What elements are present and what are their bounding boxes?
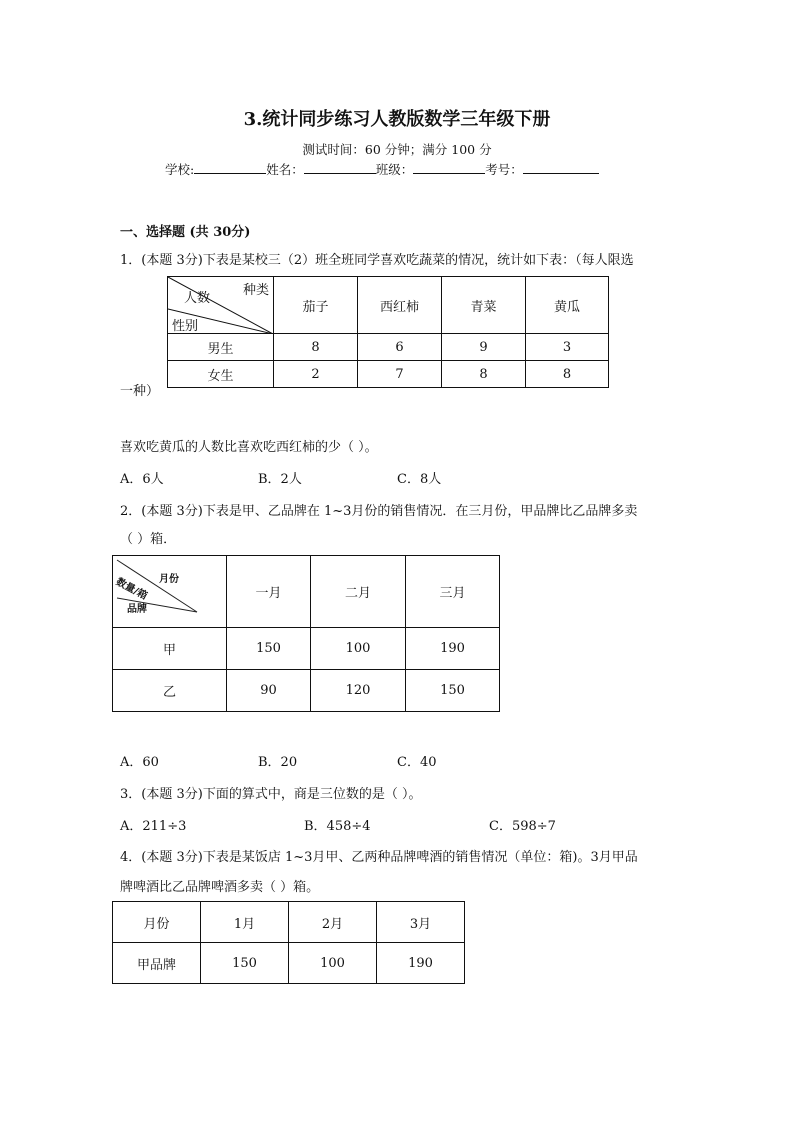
class-blank[interactable] (413, 161, 485, 174)
table-cell: 6 (358, 334, 442, 361)
corner-middle-label: 人数 (184, 291, 211, 306)
question-2-text: 2．(本题 3分)下表是甲、乙品牌在 1~3月份的销售情况．在三月份，甲品牌比乙品牌多卖 (120, 504, 638, 519)
table-cell: 100 (311, 628, 406, 670)
table-cell: 8 (526, 361, 609, 388)
table-cell: 8 (274, 334, 358, 361)
column-header: 黄瓜 (526, 277, 609, 334)
question-3-text: 3．(本题 3分)下面的算式中，商是三位数的是（ ）。 (120, 787, 422, 802)
row-label: 甲 (113, 628, 227, 670)
corner-bottom-label: 性别 (172, 319, 199, 334)
table-cell: 100 (289, 943, 377, 984)
column-header: 二月 (311, 556, 406, 628)
corner-top-label: 种类 (242, 283, 269, 298)
table-row (113, 628, 500, 670)
option-b[interactable]: B．20 (258, 755, 298, 770)
row-label: 乙 (113, 670, 227, 712)
column-header: 青菜 (442, 277, 526, 334)
table-cell: 120 (311, 670, 406, 712)
name-blank[interactable] (304, 161, 376, 174)
table-row (113, 943, 465, 984)
option-b[interactable]: B．2人 (258, 472, 302, 487)
option-c[interactable]: C．598÷7 (489, 819, 556, 834)
table-cell: 150 (406, 670, 500, 712)
table-cell: 190 (377, 943, 465, 984)
option-a[interactable]: A．60 (120, 755, 159, 770)
student-info-line (165, 160, 599, 178)
column-header: 2月 (289, 902, 377, 943)
test-info: 测试时间：60 分钟；满分 100 分 (302, 142, 492, 157)
column-header: 一月 (227, 556, 311, 628)
question-1-text-tail: 一种） (120, 384, 160, 399)
column-header: 西红柿 (358, 277, 442, 334)
option-a[interactable]: A．211÷3 (120, 819, 187, 834)
row-label: 女生 (168, 361, 274, 388)
option-a[interactable]: A．6人 (120, 472, 164, 487)
option-b[interactable]: B．458÷4 (304, 819, 371, 834)
table-corner-header (168, 277, 274, 334)
school-label: 学校: (165, 162, 195, 177)
corner-middle-label: 数量/箱 (113, 576, 149, 603)
table-cell: 3 (526, 334, 609, 361)
corner-top-label: 月份 (159, 574, 179, 585)
column-header: 3月 (377, 902, 465, 943)
column-header: 茄子 (274, 277, 358, 334)
table-cell: 90 (227, 670, 311, 712)
table-cell: 150 (227, 628, 311, 670)
number-label: 考号： (485, 162, 523, 177)
question-2-text-line2: （ ）箱． (120, 532, 177, 547)
section-heading: 一、选择题 (共 30分) (120, 225, 251, 240)
question-4-table (112, 901, 465, 984)
option-c[interactable]: C．40 (397, 755, 437, 770)
option-c[interactable]: C．8人 (397, 472, 442, 487)
table-row (113, 670, 500, 712)
table-cell: 9 (442, 334, 526, 361)
table-cell: 2 (274, 361, 358, 388)
table-row (168, 334, 609, 361)
page-title: 3.统计同步练习人教版数学三年级下册 (243, 109, 551, 130)
column-header: 三月 (406, 556, 500, 628)
table-row (168, 361, 609, 388)
question-1-text: 1．(本题 3分)下表是某校三（2）班全班同学喜欢吃蔬菜的情况，统计如下表：（每人限选 (120, 253, 634, 268)
column-header: 月份 (113, 902, 201, 943)
table-cell: 7 (358, 361, 442, 388)
table-cell: 190 (406, 628, 500, 670)
question-1-prompt: 喜欢吃黄瓜的人数比喜欢吃西红柿的少（ ）。 (120, 440, 378, 455)
question-2-table (112, 555, 500, 712)
table-cell: 8 (442, 361, 526, 388)
row-label: 男生 (168, 334, 274, 361)
number-blank[interactable] (523, 161, 599, 174)
name-label: 姓名： (266, 162, 304, 177)
class-label: 班级： (375, 162, 414, 177)
table-cell: 150 (201, 943, 289, 984)
row-label: 甲品牌 (113, 943, 201, 984)
school-blank[interactable] (194, 161, 266, 174)
table-corner-header (113, 556, 227, 628)
question-1-table (167, 276, 609, 388)
question-4-text-line2: 牌啤酒比乙品牌啤酒多卖（ ）箱。 (120, 880, 320, 895)
corner-bottom-label: 品牌 (127, 604, 147, 615)
question-4-text: 4．(本题 3分)下表是某饭店 1~3月甲、乙两种品牌啤酒的销售情况（单位：箱)。3月甲品 (120, 850, 638, 865)
column-header: 1月 (201, 902, 289, 943)
